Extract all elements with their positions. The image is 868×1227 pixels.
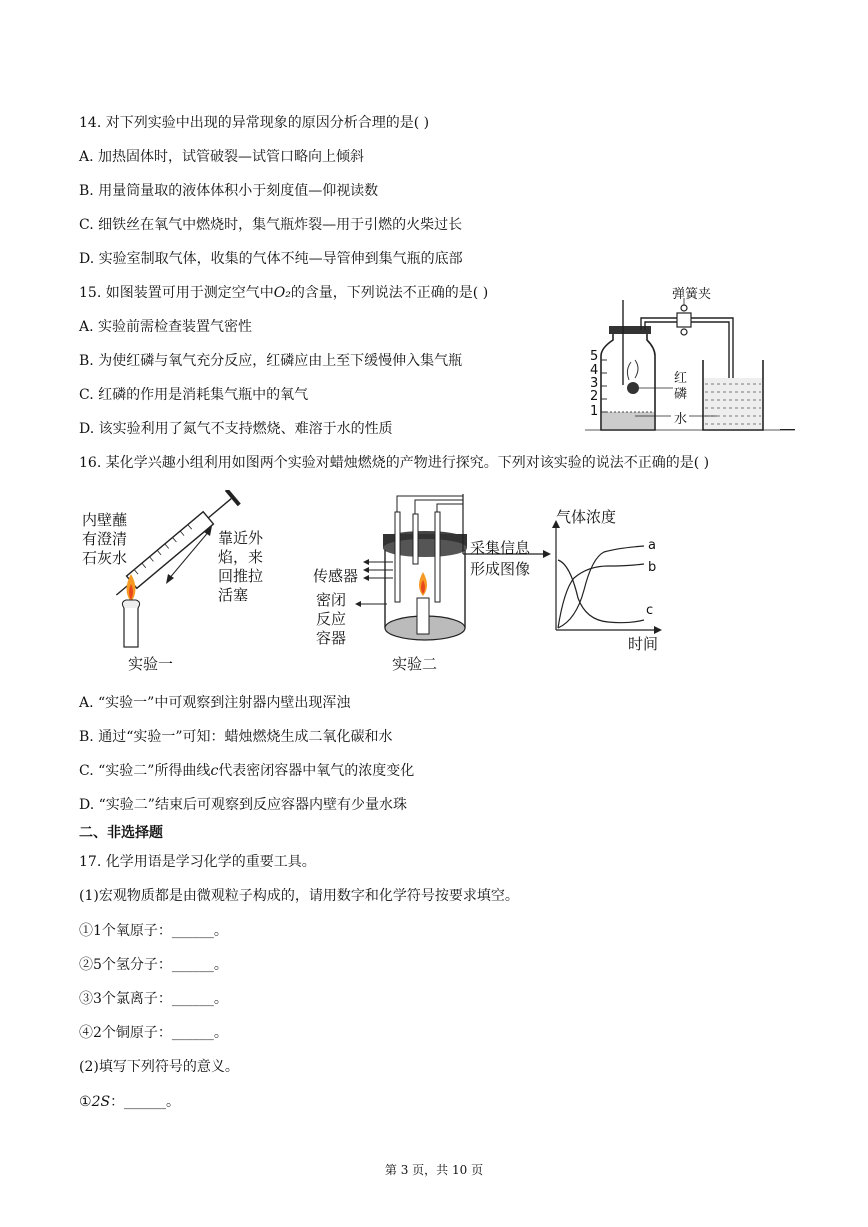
q17-stem: 17. 化学用语是学习化学的重要工具。 [79,854,316,870]
q15-stem-formula: O₂ [273,285,291,301]
q16-option-c-pre: C. “实验二”所得曲线 [79,763,211,779]
container-label-1: 密闭 [316,591,347,609]
curve-c-label: c [646,603,654,618]
q15-stem-pre: 15. 如图装置可用于测定空气中 [79,285,274,301]
q16-option-d: D. “实验二”结束后可观察到反应容器内壁有少量水珠 [79,797,407,813]
q16-option-c [79,761,414,781]
q17-item1: ①1个氧原子：______。 [79,923,228,939]
collect-label-1: 采集信息 [470,539,531,557]
q16-option-c-var: c [210,763,219,779]
clamp-label: 弹簧夹 [672,287,712,302]
exp1-caption: 实验一 [128,655,174,673]
q17-item3: ③3个氯离子：______。 [79,991,228,1007]
q17-item2: ②5个氢分子：______。 [79,957,228,973]
q14-option-d: D. 实验室制取气体，收集的气体不纯—导管伸到集气瓶的底部 [79,251,463,267]
curve-c [558,560,644,623]
q15-stem-post: 的含量，下列说法不正确的是( ) [290,285,489,301]
page-footer: 第 3 页，共 10 页 [384,1163,484,1177]
curve-a [558,546,644,628]
exp1-left-3: 石灰水 [82,549,128,567]
q17-item5 [79,1092,180,1112]
water-label: 水 [674,412,688,427]
q15-stem [79,283,488,303]
curve-a-label: a [648,538,656,553]
container-label-2: 反应 [316,610,347,628]
q17-item5-pre: ① [79,1094,92,1110]
exp1-right-3: 回推拉 [218,567,264,585]
exp2-figure [355,490,565,660]
graph-xlabel: 时间 [628,635,659,653]
container-label-3: 容器 [316,629,347,647]
q17-part1: (1)宏观物质都是由微观粒子构成的，请用数字和化学符号按要求填空。 [79,888,519,904]
scale-1: 1 [590,404,599,419]
exp2-caption: 实验二 [392,655,438,673]
exp1-right-1: 靠近外 [218,529,264,547]
scale-3: 3 [590,376,599,391]
scale-4: 4 [590,363,599,378]
collect-label-2: 形成图像 [470,560,531,578]
q17-part2: (2)填写下列符号的意义。 [79,1059,239,1075]
phosphorus-label-1: 红 [674,371,688,386]
phosphorus-label-2: 磷 [674,387,688,402]
q16-option-c-post: 代表密闭容器中氧气的浓度变化 [218,763,415,779]
scale-2: 2 [590,389,599,404]
q17-item5-post: ：______。 [110,1094,181,1110]
q16-option-b: B. 通过“实验一”可知：蜡烛燃烧生成二氧化碳和水 [79,729,393,745]
q17-item5-symbol: 2S [91,1094,111,1110]
exp1-right-4: 活塞 [218,586,249,604]
exp1-right-2: 焰，来 [218,548,264,566]
section-heading: 二、非选择题 [79,825,163,841]
curve-b-label: b [648,560,657,575]
q15-option-a: A. 实验前需检查装置气密性 [79,319,253,335]
q14-option-b: B. 用量筒量取的液体体积小于刻度值—仰视读数 [79,183,379,199]
q15-option-c: C. 红磷的作用是消耗集气瓶中的氧气 [79,387,309,403]
q16-option-a: A. “实验一”中可观察到注射器内壁出现浑浊 [79,695,351,711]
exp1-left-2: 有澄清 [82,530,128,548]
scale-5: 5 [590,349,599,364]
q16-stem: 16. 某化学兴趣小组利用如图两个实验对蜡烛燃烧的产物进行探究。下列对该实验的说法不正确的是( ) [79,455,710,471]
sensor-label: 传感器 [313,567,359,585]
q14-stem: 14. 对下列实验中出现的异常现象的原因分析合理的是( ) [79,115,430,131]
q15-option-b: B. 为使红磷与氧气充分反应，红磷应由上至下缓慢伸入集气瓶 [79,353,463,369]
q14-option-a: A. 加热固体时，试管破裂—试管口略向上倾斜 [79,149,365,165]
graph-ylabel: 气体浓度 [556,508,617,526]
exp1-left-1: 内壁蘸 [82,511,128,529]
q14-option-c: C. 细铁丝在氧气中燃烧时，集气瓶炸裂—用于引燃的火柴过长 [79,217,463,233]
q15-apparatus-figure [585,290,795,440]
q15-option-d: D. 该实验利用了氮气不支持燃烧、难溶于水的性质 [79,421,393,437]
q17-item4: ④2个铜原子：______。 [79,1025,228,1041]
